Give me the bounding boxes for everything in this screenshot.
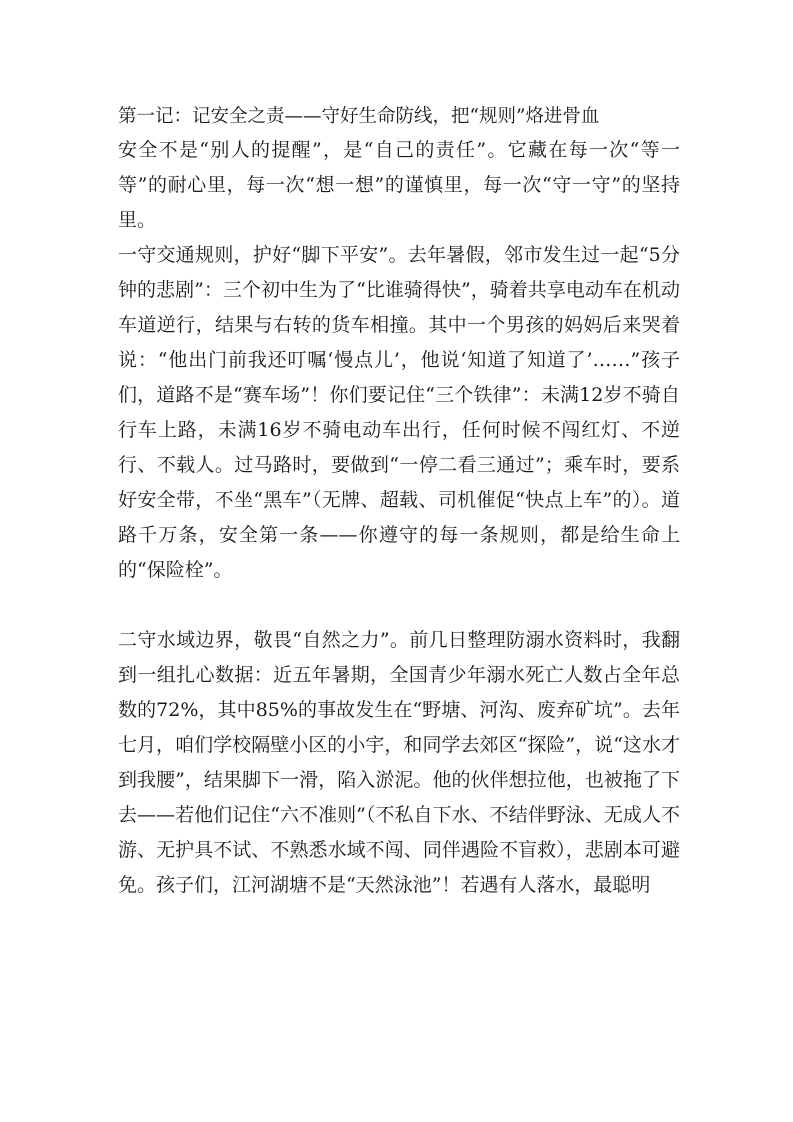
paragraph-traffic-rules: 一守交通规则，护好“脚下平安”。去年暑假，邻市发生过一起“5分钟的悲剧”：三个初中生为了“比谁骑得快”，骑着共享电动车在机动车道逆行，结果与右转的货车相撞。其中一个男孩的妈妈后来哭着说：“他出门前我还叮嘱‘慢点儿’，他说‘知道了知道了’……”孩子们，道路不是“赛车场”！你们要记住“三个铁律”：未满12岁不骑自行车上路，未满16岁不骑电动车出行，任何时候不闯红灯、不逆行、不载人。过马路时，要做到“一停二看三通过”；乘车时，要系好安全带，不坐“黑车”（无牌、超载、司机催促“快点上车”的）。道路千万条，安全第一条——你遵守的每一条规则，都是给生命上的“保险栓”。 — [118, 244, 680, 581]
section-heading: 第一记：记安全之责——守好生命防线，把“规则”烙进骨血 — [118, 106, 600, 127]
paragraph-water-safety: 二守水域边界，敬畏“自然之力”。前几日整理防溺水资料时，我翻到一组扎心数据：近五年暑期，全国青少年溺水死亡人数占全年总数的72%，其中85%的事故发生在“野塘、河沟、废弃矿坑”。去年七月，咱们学校隔壁小区的小宇，和同学去郊区“探险”，说“这水才到我腰”，结果脚下一滑，陷入淤泥。他的伙伴想拉他，也被拖了下去——若他们记住“六不准则”（不私自下水、不结伴野泳、无成人不游、无护具不试、不熟悉水域不闯、同伴遇险不盲救），悲剧本可避免。孩子们，江河湖塘不是“天然泳池”！若遇有人落水，最聪明 — [118, 629, 680, 896]
paragraph-intro: 安全不是“别人的提醒”，是“自己的责任”。它藏在每一次“等一等”的耐心里，每一次“想一想”的谨慎里，每一次“守一守”的坚持里。 — [118, 139, 680, 231]
paragraph-gap — [118, 588, 680, 623]
document-page — [118, 103, 680, 903]
